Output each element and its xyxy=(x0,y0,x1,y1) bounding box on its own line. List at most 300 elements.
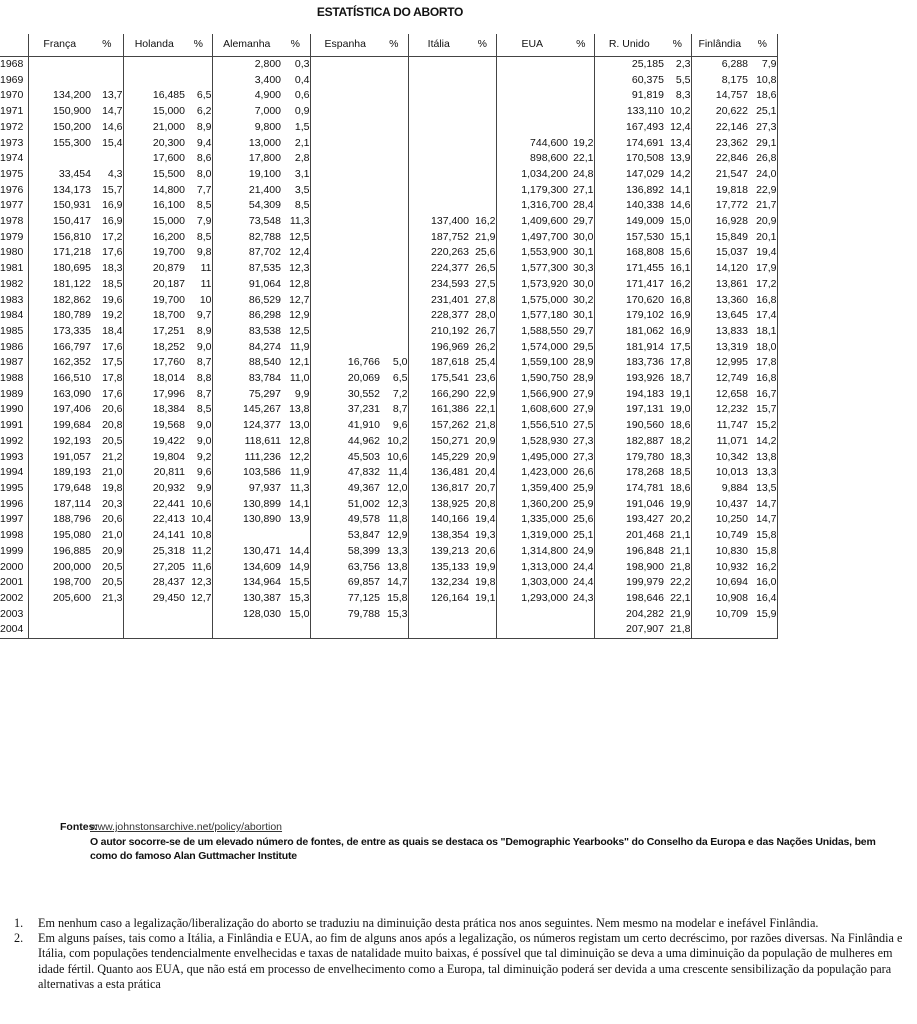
percent-cell: 16,8 xyxy=(748,293,777,309)
percent-cell: 19,1 xyxy=(469,591,496,607)
percent-cell: 12,7 xyxy=(185,591,212,607)
percent-cell xyxy=(185,622,212,638)
count-cell: 12,749 xyxy=(715,372,748,385)
percent-header: % xyxy=(469,34,496,57)
count-cell xyxy=(310,167,380,183)
count-cell: 17,251 xyxy=(152,324,185,337)
count-cell: 24,141 xyxy=(152,529,185,542)
year-cell: 1982 xyxy=(0,277,28,293)
count-cell xyxy=(310,183,380,199)
count-cell: 15,000 xyxy=(152,215,185,228)
count-cell: 15,849 xyxy=(715,230,748,243)
table-row xyxy=(0,434,777,450)
percent-cell: 24,4 xyxy=(568,560,594,576)
percent-cell xyxy=(469,198,496,214)
percent-header: % xyxy=(568,34,594,57)
percent-cell: 17,5 xyxy=(91,355,123,371)
percent-cell: 15,6 xyxy=(664,245,691,261)
percent-cell: 27,5 xyxy=(568,418,594,434)
percent-cell: 9,0 xyxy=(185,418,212,434)
count-cell: 20,879 xyxy=(152,262,185,275)
percent-cell: 12,4 xyxy=(664,120,691,136)
count-cell: 111,236 xyxy=(244,450,281,463)
percent-cell: 27,3 xyxy=(568,434,594,450)
percent-cell xyxy=(469,622,496,638)
count-cell: 171,455 xyxy=(626,262,664,275)
percent-cell xyxy=(185,607,212,623)
count-cell: 1,575,000 xyxy=(521,293,568,306)
year-cell: 1988 xyxy=(0,371,28,387)
percent-cell: 25,9 xyxy=(568,497,594,513)
count-cell: 10,437 xyxy=(715,497,748,510)
percent-cell: 8,9 xyxy=(185,120,212,136)
percent-cell: 12,3 xyxy=(281,261,310,277)
count-cell: 1,566,900 xyxy=(521,387,568,400)
count-cell: 83,538 xyxy=(248,324,281,337)
percent-cell: 22,9 xyxy=(469,387,496,403)
year-cell: 1979 xyxy=(0,230,28,246)
percent-cell: 19,8 xyxy=(91,481,123,497)
count-cell: 126,164 xyxy=(431,591,469,604)
country-header: Holanda xyxy=(123,34,185,57)
count-cell xyxy=(496,104,568,120)
year-cell: 1985 xyxy=(0,324,28,340)
percent-cell: 11,0 xyxy=(281,371,310,387)
count-cell: 10,694 xyxy=(715,576,748,589)
percent-cell: 21,9 xyxy=(664,607,691,623)
percent-cell: 20,6 xyxy=(91,512,123,528)
count-cell xyxy=(408,73,469,89)
count-cell: 41,910 xyxy=(347,419,380,432)
count-cell: 190,560 xyxy=(626,419,664,432)
count-cell: 21,400 xyxy=(248,183,281,196)
count-cell: 53,847 xyxy=(347,529,380,542)
count-cell xyxy=(28,57,91,73)
count-cell: 16,766 xyxy=(347,356,380,369)
count-cell xyxy=(212,528,281,544)
count-cell: 181,062 xyxy=(626,324,664,337)
table-row xyxy=(0,355,777,371)
count-cell: 174,691 xyxy=(626,136,664,149)
count-cell: 11,747 xyxy=(716,419,748,432)
percent-cell: 18,3 xyxy=(664,450,691,466)
count-cell: 145,229 xyxy=(431,450,469,463)
percent-cell: 28,9 xyxy=(568,355,594,371)
year-cell: 2000 xyxy=(0,560,28,576)
percent-cell: 12,8 xyxy=(281,434,310,450)
year-cell: 1973 xyxy=(0,136,28,152)
percent-cell: 12,1 xyxy=(281,355,310,371)
year-cell: 1984 xyxy=(0,308,28,324)
note-number: 2. xyxy=(14,931,24,946)
table-row xyxy=(0,560,777,576)
count-cell: 199,684 xyxy=(53,419,91,432)
count-cell: 82,788 xyxy=(248,230,281,243)
count-cell: 22,413 xyxy=(152,513,185,526)
count-cell: 10,932 xyxy=(715,560,748,573)
table-row xyxy=(0,575,777,591)
count-cell: 140,338 xyxy=(626,199,664,212)
percent-cell: 29,5 xyxy=(568,340,594,356)
count-cell: 198,646 xyxy=(626,591,664,604)
percent-cell: 10,2 xyxy=(380,434,408,450)
count-cell: 1,316,700 xyxy=(521,199,568,212)
percent-cell: 18,6 xyxy=(664,418,691,434)
country-header: Finlândia xyxy=(691,34,748,57)
count-cell: 1,360,200 xyxy=(521,497,568,510)
percent-cell: 23,6 xyxy=(469,371,496,387)
percent-cell xyxy=(568,104,594,120)
percent-cell: 15,8 xyxy=(748,544,777,560)
percent-cell: 20,3 xyxy=(91,497,123,513)
count-cell xyxy=(123,73,185,89)
table-row xyxy=(0,167,777,183)
percent-cell: 16,4 xyxy=(748,591,777,607)
percent-cell: 7,9 xyxy=(748,57,777,73)
count-cell xyxy=(310,324,380,340)
count-cell: 130,471 xyxy=(243,544,281,557)
count-cell: 30,552 xyxy=(347,387,380,400)
count-cell: 147,029 xyxy=(626,167,664,180)
percent-cell: 9,9 xyxy=(281,387,310,403)
count-cell xyxy=(310,88,380,104)
count-cell: 20,622 xyxy=(715,105,748,118)
percent-cell: 19,9 xyxy=(664,497,691,513)
count-cell: 231,401 xyxy=(431,293,469,306)
count-cell: 60,375 xyxy=(631,73,664,86)
count-cell: 84,274 xyxy=(248,340,281,353)
percent-cell: 8,5 xyxy=(185,198,212,214)
percent-cell: 17,4 xyxy=(748,308,777,324)
count-cell xyxy=(28,622,91,638)
percent-cell: 24,8 xyxy=(568,167,594,183)
percent-cell xyxy=(380,261,408,277)
percent-cell: 12,3 xyxy=(380,497,408,513)
count-cell: 14,800 xyxy=(152,183,185,196)
count-cell: 16,100 xyxy=(152,199,185,212)
percent-cell: 26,7 xyxy=(469,324,496,340)
count-cell: 97,937 xyxy=(248,481,281,494)
count-cell xyxy=(691,622,748,638)
count-cell: 44,962 xyxy=(347,434,380,447)
percent-cell: 9,4 xyxy=(185,136,212,152)
percent-cell: 18,0 xyxy=(748,340,777,356)
count-cell: 171,218 xyxy=(53,246,91,259)
count-cell xyxy=(496,88,568,104)
count-cell: 189,193 xyxy=(53,466,91,479)
percent-cell: 17,8 xyxy=(664,355,691,371)
percent-cell: 15,9 xyxy=(748,607,777,623)
count-cell: 187,618 xyxy=(431,356,469,369)
percent-cell: 27,8 xyxy=(469,293,496,309)
percent-cell: 14,7 xyxy=(748,512,777,528)
percent-cell xyxy=(380,136,408,152)
table-row xyxy=(0,465,777,481)
sources-label: Fontes: xyxy=(60,821,98,833)
percent-cell: 19,3 xyxy=(469,528,496,544)
count-cell xyxy=(310,293,380,309)
percent-cell: 4,3 xyxy=(91,167,123,183)
count-cell: 25,318 xyxy=(152,544,185,557)
count-cell: 18,252 xyxy=(152,340,185,353)
table-row xyxy=(0,245,777,261)
count-cell: 14,757 xyxy=(715,89,748,102)
count-cell: 224,377 xyxy=(431,262,469,275)
percent-cell: 17,6 xyxy=(91,387,123,403)
year-cell: 1999 xyxy=(0,544,28,560)
count-cell: 20,187 xyxy=(152,277,185,290)
count-cell: 898,600 xyxy=(530,152,568,165)
percent-cell: 20,9 xyxy=(469,434,496,450)
percent-cell: 15,7 xyxy=(91,183,123,199)
percent-cell xyxy=(469,88,496,104)
count-cell: 1,319,000 xyxy=(521,529,568,542)
count-cell: 1,359,400 xyxy=(521,481,568,494)
percent-cell: 17,8 xyxy=(91,371,123,387)
percent-cell: 16,9 xyxy=(91,214,123,230)
count-cell: 19,804 xyxy=(152,450,185,463)
percent-cell: 18,3 xyxy=(91,261,123,277)
year-cell: 2002 xyxy=(0,591,28,607)
count-cell: 178,268 xyxy=(626,466,664,479)
count-cell xyxy=(310,120,380,136)
percent-cell: 15,0 xyxy=(664,214,691,230)
percent-cell: 12,3 xyxy=(185,575,212,591)
count-cell: 130,899 xyxy=(243,497,281,510)
table-row xyxy=(0,277,777,293)
table-row xyxy=(0,544,777,560)
percent-cell: 27,5 xyxy=(469,277,496,293)
percent-cell xyxy=(380,277,408,293)
percent-cell: 20,1 xyxy=(748,230,777,246)
percent-cell: 15,7 xyxy=(748,402,777,418)
count-cell xyxy=(496,607,568,623)
percent-cell: 18,4 xyxy=(91,324,123,340)
year-cell: 1998 xyxy=(0,528,28,544)
count-cell: 168,808 xyxy=(626,246,664,259)
percent-cell: 19,1 xyxy=(664,387,691,403)
percent-cell: 11,6 xyxy=(185,560,212,576)
table-row xyxy=(0,88,777,104)
count-cell: 1,577,300 xyxy=(521,262,568,275)
count-cell: 86,529 xyxy=(248,293,281,306)
percent-cell xyxy=(568,73,594,89)
count-cell: 10,013 xyxy=(715,466,748,479)
page-title: ESTATÍSTICA DO ABORTO xyxy=(316,5,464,19)
percent-cell: 21,3 xyxy=(91,591,123,607)
percent-cell: 8,7 xyxy=(185,387,212,403)
percent-cell: 16,9 xyxy=(664,308,691,324)
percent-cell: 20,5 xyxy=(91,434,123,450)
percent-cell: 16,2 xyxy=(469,214,496,230)
percent-cell: 30,0 xyxy=(568,230,594,246)
count-cell: 19,422 xyxy=(152,434,185,447)
table-row xyxy=(0,528,777,544)
percent-cell xyxy=(380,167,408,183)
table-row xyxy=(0,340,777,356)
percent-cell xyxy=(380,245,408,261)
count-cell xyxy=(408,136,469,152)
count-cell: 137,400 xyxy=(431,215,469,228)
percent-cell: 29,7 xyxy=(568,214,594,230)
percent-cell: 13,8 xyxy=(748,450,777,466)
count-cell: 201,468 xyxy=(626,529,664,542)
percent-cell: 16,9 xyxy=(664,324,691,340)
count-cell: 73,548 xyxy=(248,215,281,228)
count-cell: 16,485 xyxy=(152,89,185,102)
percent-cell: 20,6 xyxy=(91,402,123,418)
percent-cell: 10,2 xyxy=(664,104,691,120)
percent-cell: 0,6 xyxy=(281,88,310,104)
year-cell: 1983 xyxy=(0,293,28,309)
percent-cell xyxy=(380,198,408,214)
count-cell: 156,810 xyxy=(53,230,91,243)
count-cell: 12,232 xyxy=(715,403,748,416)
abortion-statistics-table-container xyxy=(0,34,778,639)
sources-note: O autor socorre-se de um elevado número de fontes, de entre as quais se destaca os "Demographic Yearbooks" do Conselho da Europa e das Nações Unidas, bem como do famoso Alan Guttmacher Institute xyxy=(90,836,876,862)
count-cell: 136,481 xyxy=(431,466,469,479)
count-cell: 37,231 xyxy=(347,403,380,416)
count-cell: 194,183 xyxy=(626,387,664,400)
percent-cell: 8,7 xyxy=(380,402,408,418)
percent-cell xyxy=(469,104,496,120)
percent-cell: 19,9 xyxy=(469,560,496,576)
percent-cell: 18,5 xyxy=(91,277,123,293)
count-cell: 149,009 xyxy=(626,215,664,228)
count-cell: 49,367 xyxy=(347,481,380,494)
percent-cell: 8,5 xyxy=(185,230,212,246)
count-cell: 187,114 xyxy=(53,497,91,510)
count-cell xyxy=(123,607,185,623)
percent-cell xyxy=(380,230,408,246)
note-text: Em alguns países, tais como a Itália, a Finlândia e EUA, ao fim de alguns anos após a legalização, os números registam um certo decréscimo, por razões diversas. Na Finlândia e Itália, com populações tendencialmente envelhecidas e taxas de natalidade muito baixas, é possível que tal diminuição se deva a uma diminuição da população de mulheres em idade fértil. Quanto aos EUA, que não está em processo de envelhecimento como a Europa, tal diminuição poderá ser devida a uma crescente sensibilização da população para alternativas a esta prática xyxy=(38,931,903,991)
year-cell: 1981 xyxy=(0,261,28,277)
count-cell: 181,914 xyxy=(626,340,664,353)
count-cell xyxy=(310,104,380,120)
count-cell: 132,234 xyxy=(431,576,469,589)
count-cell: 19,568 xyxy=(152,419,185,432)
table-row xyxy=(0,371,777,387)
percent-cell: 17,5 xyxy=(664,340,691,356)
sources-link[interactable]: www.johnstonsarchive.net/policy/abortion xyxy=(90,821,283,833)
percent-cell: 27,9 xyxy=(568,402,594,418)
percent-cell: 18,1 xyxy=(748,324,777,340)
count-cell: 130,890 xyxy=(243,513,281,526)
count-cell: 134,609 xyxy=(243,560,281,573)
percent-cell: 24,3 xyxy=(568,591,594,607)
percent-cell: 12,9 xyxy=(380,528,408,544)
count-cell: 124,377 xyxy=(243,419,281,432)
count-cell: 20,300 xyxy=(152,136,185,149)
percent-cell: 14,4 xyxy=(281,544,310,560)
count-cell: 16,928 xyxy=(715,215,748,228)
percent-cell: 17,2 xyxy=(748,277,777,293)
count-cell: 182,862 xyxy=(53,293,91,306)
percent-cell xyxy=(469,57,496,73)
percent-cell: 12,0 xyxy=(380,481,408,497)
percent-cell: 18,6 xyxy=(748,88,777,104)
count-cell: 207,907 xyxy=(594,622,664,638)
count-cell: 161,386 xyxy=(431,403,469,416)
percent-cell: 12,9 xyxy=(281,308,310,324)
count-cell: 198,700 xyxy=(53,576,91,589)
percent-cell xyxy=(469,607,496,623)
count-cell: 166,510 xyxy=(53,372,91,385)
year-cell: 1994 xyxy=(0,465,28,481)
count-cell: 191,046 xyxy=(626,497,664,510)
percent-cell: 29,1 xyxy=(748,136,777,152)
percent-cell: 13,8 xyxy=(281,402,310,418)
count-cell: 134,964 xyxy=(243,576,281,589)
percent-cell: 25,1 xyxy=(748,104,777,120)
percent-cell: 15,0 xyxy=(281,607,310,623)
percent-header: % xyxy=(380,34,408,57)
percent-cell xyxy=(568,622,594,638)
percent-cell xyxy=(380,73,408,89)
count-cell: 13,861 xyxy=(715,277,748,290)
percent-cell: 15,8 xyxy=(748,528,777,544)
percent-cell xyxy=(469,151,496,167)
notes-list xyxy=(14,916,909,992)
percent-cell: 26,5 xyxy=(469,261,496,277)
year-cell: 1971 xyxy=(0,104,28,120)
count-cell: 86,298 xyxy=(248,309,281,322)
percent-cell xyxy=(469,167,496,183)
count-cell xyxy=(310,277,380,293)
percent-cell: 25,4 xyxy=(469,355,496,371)
country-header: EUA xyxy=(496,34,568,57)
percent-cell: 13,9 xyxy=(281,512,310,528)
percent-cell: 1,5 xyxy=(281,120,310,136)
percent-header: % xyxy=(748,34,777,57)
count-cell: 1,313,000 xyxy=(521,560,568,573)
percent-cell: 21,8 xyxy=(664,622,691,638)
percent-header: % xyxy=(91,34,123,57)
percent-cell: 13,8 xyxy=(380,560,408,576)
count-cell: 138,925 xyxy=(431,497,469,510)
percent-cell: 7,2 xyxy=(380,387,408,403)
percent-cell: 6,5 xyxy=(185,88,212,104)
count-cell: 58,399 xyxy=(347,544,380,557)
count-cell: 54,309 xyxy=(248,199,281,212)
count-cell: 1,559,100 xyxy=(521,356,568,369)
count-cell: 136,817 xyxy=(431,481,469,494)
count-cell xyxy=(310,261,380,277)
percent-cell: 25,6 xyxy=(469,245,496,261)
percent-cell: 11,9 xyxy=(281,340,310,356)
percent-cell xyxy=(568,120,594,136)
percent-cell: 20,8 xyxy=(469,497,496,513)
count-cell: 200,000 xyxy=(53,560,91,573)
count-cell xyxy=(310,245,380,261)
percent-cell: 11 xyxy=(185,277,212,293)
count-cell: 155,300 xyxy=(53,136,91,149)
count-cell: 1,314,800 xyxy=(521,544,568,557)
percent-cell xyxy=(380,88,408,104)
count-cell xyxy=(496,622,568,638)
table-row xyxy=(0,497,777,513)
percent-cell xyxy=(185,57,212,73)
percent-cell: 30,1 xyxy=(568,308,594,324)
percent-cell: 6,5 xyxy=(380,371,408,387)
count-cell: 77,125 xyxy=(347,591,380,604)
percent-cell: 13,5 xyxy=(748,481,777,497)
table-row xyxy=(0,387,777,403)
count-cell: 2,800 xyxy=(254,58,281,70)
percent-cell xyxy=(380,308,408,324)
count-cell: 170,508 xyxy=(626,152,664,165)
count-cell: 10,830 xyxy=(715,544,748,557)
